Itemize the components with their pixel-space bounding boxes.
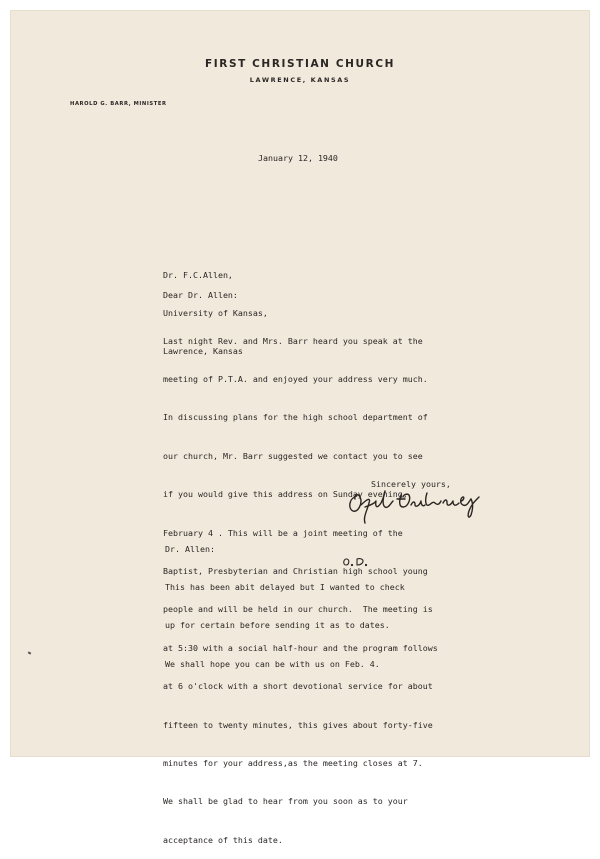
body-line: Baptist, Presbyterian and Christian high school young <box>163 565 428 576</box>
postscript <box>165 517 405 683</box>
salutation: Dear Dr. Allen: <box>163 290 238 300</box>
body-line: at 6 o'clock with a short devotional service for about <box>163 681 433 692</box>
postscript-line: up for certain before sending it as to dates. <box>165 620 390 631</box>
body-line: if you would give this address on Sunday evening, <box>163 489 408 500</box>
body-line: We shall be glad to hear from you soon as to your <box>163 796 408 807</box>
letterhead-city: LAWRENCE, KANSAS <box>249 76 351 84</box>
body-line: Last night Rev. and Mrs. Barr heard you speak at the <box>163 335 423 346</box>
closing: Sincerely yours, <box>371 479 451 489</box>
postscript-line: This has been abit delayed but I wanted to check <box>165 581 405 592</box>
body-line: In discussing plans for the high school department of <box>163 412 428 423</box>
body-line: February 4 . This will be a joint meeting of the <box>163 527 403 538</box>
postscript-line: Dr. Allen: <box>165 543 215 554</box>
letter-date: January 12, 1940 <box>258 153 338 163</box>
body-line: acceptance of this date. <box>163 834 283 845</box>
recipient-line: University of Kansas, <box>163 307 268 318</box>
recipient-line: Lawrence, Kansas <box>163 346 243 357</box>
letterhead-church-name: FIRST CHRISTIAN CHURCH <box>204 58 396 70</box>
letterhead-minister: HAROLD G. BARR, MINISTER <box>70 101 167 107</box>
body-line: our church, Mr. Barr suggested we contact you to see <box>163 450 423 461</box>
postscript-line: We shall hope you can be with us on Feb. 4. <box>165 658 380 669</box>
body-line: minutes for your address,as the meeting closes at 7. <box>163 757 423 768</box>
body-line: fifteen to twenty minutes, this gives about forty-five <box>163 719 433 730</box>
body-line: meeting of P.T.A. and enjoyed your address very much. <box>163 373 428 384</box>
body-line: people and will be held in our church. The meeting is <box>163 604 433 615</box>
handwritten-initials <box>341 556 371 568</box>
body-line: at 5:30 with a social half-hour and the program follows <box>163 642 438 653</box>
recipient-line: Dr. F.C.Allen, <box>163 269 233 280</box>
